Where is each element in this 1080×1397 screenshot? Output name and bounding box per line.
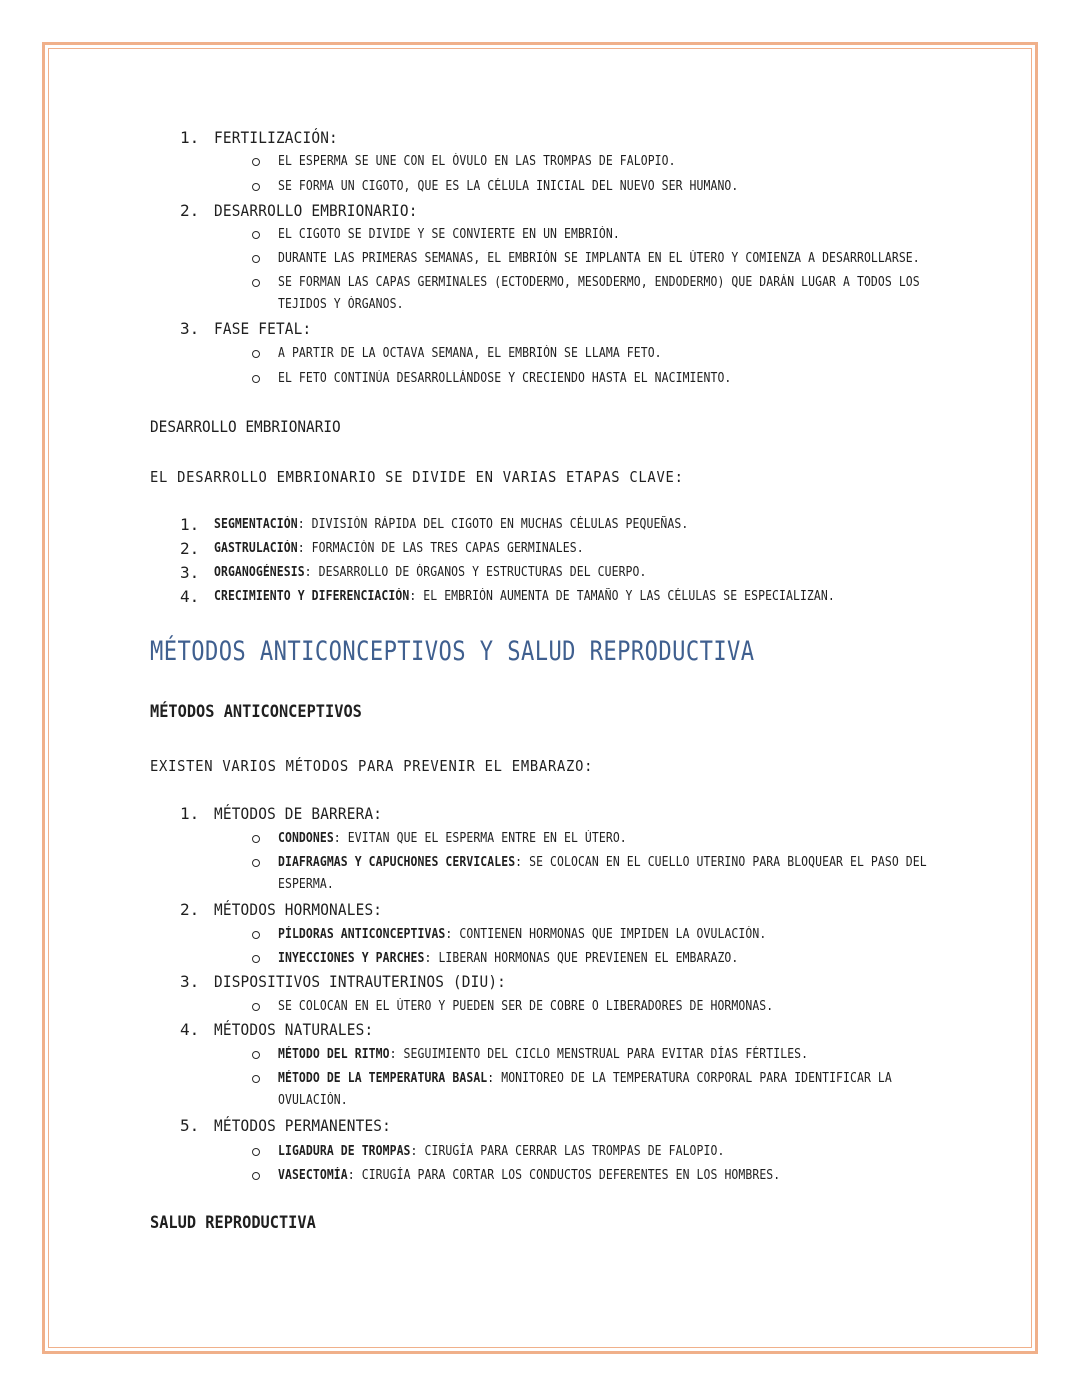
term: ORGANOGÉNESIS: [214, 565, 305, 580]
term: DIAFRAGMAS Y CAPUCHONES CERVICALES: [278, 855, 516, 870]
list-heading: DESARROLLO EMBRIONARIO:: [214, 201, 418, 220]
bullet-circle-icon: [252, 255, 260, 263]
list-number: 3.: [180, 972, 200, 991]
list-item: [278, 1068, 892, 1090]
list-item: [278, 924, 766, 946]
list-item: A PARTIR DE LA OCTAVA SEMANA, EL EMBRIÓN SE LLAMA FETO.: [278, 346, 662, 361]
list-heading: DISPOSITIVOS INTRAUTERINOS (DIU):: [214, 972, 507, 991]
list-heading: MÉTODOS NATURALES:: [214, 1020, 374, 1039]
definition: : EL EMBRIÓN AUMENTA DE TAMAÑO Y LAS CÉLULAS SE ESPECIALIZAN.: [409, 589, 835, 604]
list-item: [214, 562, 646, 584]
bullet-circle-icon: [252, 279, 260, 287]
term: INYECCIONES Y PARCHES: [278, 951, 425, 966]
section-heading: SALUD REPRODUCTIVA: [150, 1213, 316, 1233]
list-item: SE COLOCAN EN EL ÚTERO Y PUEDEN SER DE COBRE O LIBERADORES DE HORMONAS.: [278, 999, 774, 1014]
term: CONDONES: [278, 831, 334, 846]
list-number: 1.: [180, 128, 200, 147]
list-number: 1.: [180, 515, 200, 534]
section-title: MÉTODOS ANTICONCEPTIVOS Y SALUD REPRODUCTIVA: [150, 636, 755, 667]
list-number: 4.: [180, 587, 200, 606]
list-item: [214, 586, 835, 608]
bullet-circle-icon: [252, 158, 260, 166]
bullet-circle-icon: [252, 835, 260, 843]
section-heading: MÉTODOS ANTICONCEPTIVOS: [150, 702, 362, 722]
term: GASTRULACIÓN: [214, 541, 298, 556]
definition: : SE COLOCAN EN EL CUELLO UTERINO PARA BLOQUEAR EL PASO DEL: [515, 855, 927, 870]
bullet-circle-icon: [252, 931, 260, 939]
bullet-circle-icon: [252, 1075, 260, 1083]
paragraph: EL DESARROLLO EMBRIONARIO SE DIVIDE EN VARIAS ETAPAS CLAVE:: [150, 468, 684, 486]
term: SEGMENTACIÓN: [214, 517, 298, 532]
list-number: 3.: [180, 319, 200, 338]
list-item: [278, 1044, 808, 1066]
definition: : FORMACIÓN DE LAS TRES CAPAS GERMINALES.: [297, 541, 584, 556]
list-number: 5.: [180, 1116, 200, 1135]
term: PÍLDORAS ANTICONCEPTIVAS: [278, 927, 446, 942]
list-item-continuation: ESPERMA.: [278, 877, 334, 892]
bullet-circle-icon: [252, 375, 260, 383]
definition: : DESARROLLO DE ÓRGANOS Y ESTRUCTURAS DEL CUERPO.: [304, 565, 647, 580]
list-item: DURANTE LAS PRIMERAS SEMANAS, EL EMBRIÓN SE IMPLANTA EN EL ÚTERO Y COMIENZA A DESARROLLARSE.: [278, 251, 920, 266]
list-number: 1.: [180, 804, 200, 823]
list-item: [278, 1141, 724, 1163]
bullet-circle-icon: [252, 1148, 260, 1156]
list-item: SE FORMA UN CIGOTO, QUE ES LA CÉLULA INICIAL DEL NUEVO SER HUMANO.: [278, 179, 739, 194]
list-number: 2.: [180, 539, 200, 558]
list-heading: FASE FETAL:: [214, 319, 312, 338]
list-heading: FERTILIZACIÓN:: [214, 128, 338, 147]
bullet-circle-icon: [252, 1051, 260, 1059]
term: CRECIMIENTO Y DIFERENCIACIÓN: [214, 589, 410, 604]
bullet-circle-icon: [252, 955, 260, 963]
list-item: [214, 538, 584, 560]
term: MÉTODO DE LA TEMPERATURA BASAL: [278, 1071, 488, 1086]
list-item: SE FORMAN LAS CAPAS GERMINALES (ECTODERMO, MESODERMO, ENDODERMO) QUE DARÁN LUGAR A TODOS LOS: [278, 275, 920, 290]
bullet-circle-icon: [252, 350, 260, 358]
definition: : LIBERAN HORMONAS QUE PREVIENEN EL EMBARAZO.: [424, 951, 739, 966]
definition: : CONTIENEN HORMONAS QUE IMPIDEN LA OVULACIÓN.: [445, 927, 767, 942]
list-item: [278, 948, 738, 970]
list-item-continuation: TEJIDOS Y ÓRGANOS.: [278, 297, 404, 312]
list-number: 2.: [180, 900, 200, 919]
definition: : DIVISIÓN RÁPIDA DEL CIGOTO EN MUCHAS CÉLULAS PEQUEÑAS.: [297, 517, 689, 532]
list-number: 3.: [180, 563, 200, 582]
list-item: EL FETO CONTINÚA DESARROLLÁNDOSE Y CRECIENDO HASTA EL NACIMIENTO.: [278, 371, 732, 386]
definition: : CIRUGÍA PARA CORTAR LOS CONDUCTOS DEFERENTES EN LOS HOMBRES.: [347, 1168, 781, 1183]
bullet-circle-icon: [252, 859, 260, 867]
list-number: 2.: [180, 201, 200, 220]
term: MÉTODO DEL RITMO: [278, 1047, 390, 1062]
definition: : SEGUIMIENTO DEL CICLO MENSTRUAL PARA EVITAR DÍAS FÉRTILES.: [389, 1047, 809, 1062]
list-heading: MÉTODOS HORMONALES:: [214, 900, 383, 919]
term: LIGADURA DE TROMPAS: [278, 1144, 411, 1159]
list-item: [278, 852, 927, 874]
term: VASECTOMÍA: [278, 1168, 348, 1183]
list-heading: MÉTODOS PERMANENTES:: [214, 1116, 391, 1135]
section-heading: DESARROLLO EMBRIONARIO: [150, 417, 341, 436]
list-item: EL ESPERMA SE UNE CON EL ÓVULO EN LAS TROMPAS DE FALOPIO.: [278, 154, 676, 169]
list-item: [278, 1165, 780, 1187]
list-number: 4.: [180, 1020, 200, 1039]
list-item: EL CIGOTO SE DIVIDE Y SE CONVIERTE EN UN EMBRIÓN.: [278, 227, 620, 242]
definition: : MONITOREO DE LA TEMPERATURA CORPORAL PARA IDENTIFICAR LA: [487, 1071, 892, 1086]
list-item: [278, 828, 627, 850]
definition: : CIRUGÍA PARA CERRAR LAS TROMPAS DE FALOPIO.: [410, 1144, 725, 1159]
list-item: [214, 514, 688, 536]
bullet-circle-icon: [252, 183, 260, 191]
bullet-circle-icon: [252, 1003, 260, 1011]
list-heading: MÉTODOS DE BARRERA:: [214, 804, 383, 823]
definition: : EVITAN QUE EL ESPERMA ENTRE EN EL ÚTERO.: [333, 831, 627, 846]
paragraph: EXISTEN VARIOS MÉTODOS PARA PREVENIR EL EMBARAZO:: [150, 757, 594, 775]
bullet-circle-icon: [252, 231, 260, 239]
list-item-continuation: OVULACIÓN.: [278, 1093, 348, 1108]
bullet-circle-icon: [252, 1172, 260, 1180]
